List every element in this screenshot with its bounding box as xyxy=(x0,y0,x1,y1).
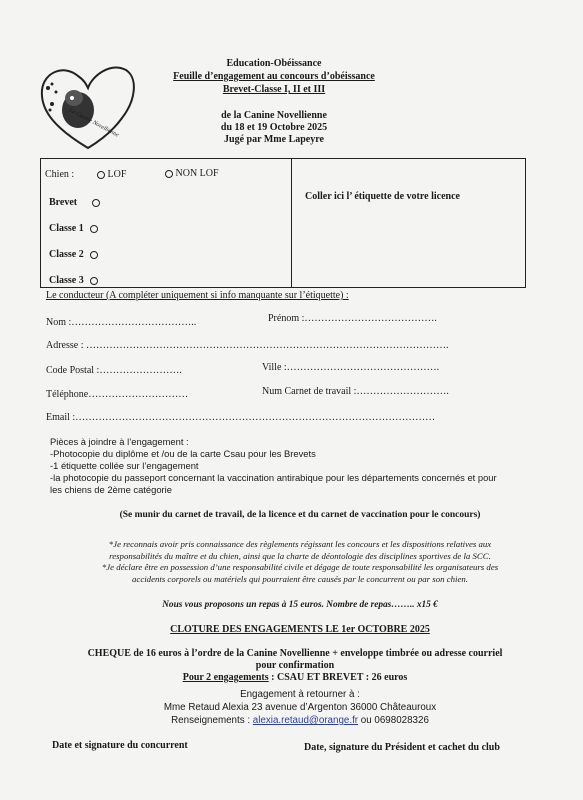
contact-email-link[interactable]: alexia.retaud@orange.fr xyxy=(252,715,359,726)
header-line-3: Brevet-Classe I, II et III xyxy=(222,84,326,95)
classe3-radio[interactable] xyxy=(90,277,98,285)
cheque-line-3 xyxy=(30,672,560,684)
retour-address: Mme Retaud Alexia 23 avenue d’Argenton 36000 Châteauroux xyxy=(163,702,437,713)
cheque-line-3-label: Pour 2 engagements xyxy=(182,672,269,683)
classe1-option[interactable] xyxy=(49,223,98,234)
cheque-block xyxy=(30,648,560,684)
notice: (Se munir du carnet de travail, de la licence et du carnet de vaccination pour le concours) xyxy=(119,510,481,520)
chien-label: Chien : xyxy=(45,169,75,180)
pieces-item-2: -1 étiquette collée sur l’engagement xyxy=(50,460,199,471)
non-lof-radio[interactable] xyxy=(165,170,173,178)
pieces-item-1: -Photocopie du diplôme et /ou de la carte Csau pour les Brevets xyxy=(50,448,316,459)
lof-radio[interactable] xyxy=(97,171,105,179)
signature-concurrent: Date et signature du concurrent xyxy=(52,740,188,751)
contact-block xyxy=(40,688,560,727)
box-divider xyxy=(291,159,292,287)
non-lof-option[interactable] xyxy=(165,168,219,179)
classe2-radio[interactable] xyxy=(90,251,98,259)
declaration-2b: accidents corporels ou matériels qui pourraient être causés par le concurrent ou par son chien. xyxy=(132,573,468,584)
code-postal-field[interactable]: Code Postal :……………………. xyxy=(46,365,182,376)
logo-text: La Canine Novellienne xyxy=(67,107,120,139)
declaration-1b: responsabilités du maître et du chien, ainsi que la charte de déontologie des disciplines sportives de la SCC. xyxy=(109,550,491,561)
classe3-option[interactable] xyxy=(49,275,98,286)
contact-phone: ou 0698028326 xyxy=(358,715,429,726)
non-lof-label: NON LOF xyxy=(175,168,219,179)
adresse-field[interactable]: Adresse : ………………………………………………………………………………………………. xyxy=(46,340,449,351)
classe1-radio[interactable] xyxy=(90,225,98,233)
renseignements-label: Renseignements : xyxy=(171,715,253,726)
chien-row xyxy=(45,169,74,180)
classe1-label: Classe 1 xyxy=(49,223,84,234)
renseignements xyxy=(40,714,560,727)
brevet-radio[interactable] xyxy=(92,199,100,207)
cheque-line-2: pour confirmation xyxy=(255,660,335,671)
repas-line: Nous vous proposons un repas à 15 euros. Nombre de repas…….. x15 € xyxy=(162,600,438,610)
lof-label: LOF xyxy=(107,169,127,180)
cheque-line-3-value: : CSAU ET BREVET : 26 euros xyxy=(268,672,408,683)
header-subtitle xyxy=(200,110,348,146)
pieces-title: Pièces à joindre à l’engagement : xyxy=(50,436,189,447)
header-line-2: Feuille d’engagement au concours d’obéissance xyxy=(173,71,375,82)
telephone-field[interactable]: Téléphone………………………… xyxy=(46,389,189,400)
nom-field[interactable]: Nom :……………………………….. xyxy=(46,317,197,328)
signature-president: Date, signature du Président et cachet du club xyxy=(304,742,500,753)
dog-info-box xyxy=(40,158,526,288)
brevet-label: Brevet xyxy=(49,197,78,208)
pieces-item-3: -la photocopie du passeport concernant la vaccination antirabique pour les départements concernés et pour xyxy=(50,472,497,483)
ville-field[interactable]: Ville :………………………………………. xyxy=(262,362,440,373)
licence-sticker-area[interactable]: Coller ici l’ étiquette de votre licence xyxy=(305,191,460,202)
header-line-4: de la Canine Novellienne xyxy=(221,110,327,121)
brevet-option[interactable] xyxy=(49,197,100,208)
cloture-line: CLOTURE DES ENGAGEMENTS LE 1er OCTOBRE 2025 xyxy=(170,624,430,635)
classe3-label: Classe 3 xyxy=(49,275,84,286)
header-line-5: du 18 et 19 Octobre 2025 xyxy=(220,122,328,133)
declarations xyxy=(40,539,560,585)
lof-option[interactable] xyxy=(97,169,126,180)
conducteur-heading: Le conducteur (A compléter uniquement si info manquante sur l’étiquette) : xyxy=(46,290,349,301)
club-logo xyxy=(38,60,138,152)
carnet-field[interactable]: Num Carnet de travail :………………………. xyxy=(262,386,449,397)
cheque-line-1: CHEQUE de 16 euros à l’ordre de la Canine Novellienne + enveloppe timbrée ou adresse courriel xyxy=(87,648,503,659)
header-line-6: Jugé par Mme Lapeyre xyxy=(224,134,324,145)
pieces-list xyxy=(50,436,497,496)
pieces-item-3b: les chiens de 2ème catégorie xyxy=(50,484,172,495)
email-field[interactable]: Email :……………………………………………………………………………………………… xyxy=(46,412,436,423)
classe2-label: Classe 2 xyxy=(49,249,84,260)
classe2-option[interactable] xyxy=(49,249,98,260)
prenom-field[interactable]: Prénom :…………………………………. xyxy=(268,313,437,324)
retour-label: Engagement à retourner à : xyxy=(240,689,360,700)
header-line-1: Education-Obéissance xyxy=(226,58,322,69)
declaration-1a: *Je reconnais avoir pris connaissance des règlements régissant les concours et les dispositions relatives aux xyxy=(108,539,492,549)
header-title xyxy=(160,57,388,96)
declaration-2a: *Je déclare être en possession d’une responsabilité civile et dégage de toute responsabilité les organisateurs des xyxy=(101,562,499,572)
